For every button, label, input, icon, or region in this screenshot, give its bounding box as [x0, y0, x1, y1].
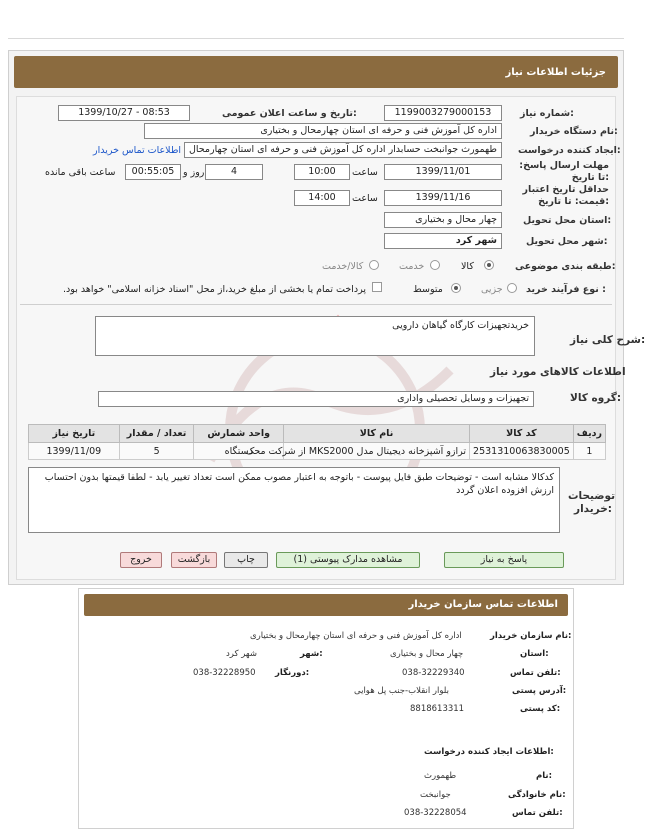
creator-phone-label: تلفن تماس:: [512, 808, 563, 818]
table-row[interactable]: [29, 443, 606, 460]
remaining-label: ساعت باقی مانده: [45, 167, 116, 178]
buyer-notes-textarea: [28, 467, 560, 533]
buyer-org-field: اداره کل آموزش فنی و حرفه ای استان چهارمحال و بختیاری: [144, 123, 502, 139]
city-label: شهر محل تحویل:: [526, 236, 608, 247]
need-number-label: شماره نیاز:: [520, 108, 574, 119]
category-service-label: خدمت: [399, 261, 425, 272]
validity-date-field: 1399/11/16: [384, 190, 502, 206]
category-both-label: کالا/خدمت: [322, 261, 364, 272]
print-button[interactable]: چاپ: [224, 552, 268, 568]
deadline-time-field: 10:00: [294, 164, 350, 180]
contact-fax: 038-32228950: [193, 668, 256, 678]
validity-label: حداقل تاریخ اعتبار قیمت: تا تاریخ:: [522, 184, 609, 207]
contact-phone: 038-32229340: [402, 668, 465, 678]
buyer-notes-text: کدکالا مشابه است - توضیحات طبق فایل پیوست - باتوجه به اعتبار مصوب ممکن است تعداد تغییر یابد - لطفا قیمتها بدون احتساب ارزش افزوده اعلان گردد: [44, 472, 554, 496]
summary-text: خریدتجهیزات کارگاه گیاهان دارویی: [392, 320, 529, 331]
cell-row: 1: [573, 443, 605, 460]
top-divider: [8, 38, 624, 39]
contact-address: بلوار انقلاب-جنب پل هوایی: [354, 686, 449, 696]
category-service-radio[interactable]: [430, 260, 440, 270]
contact-province-label: استان:: [520, 649, 549, 659]
contact-org: اداره کل آموزش فنی و حرفه ای استان چهارمحال و بختیاری: [250, 631, 462, 641]
creator-family-label: نام خانوادگی:: [508, 790, 566, 800]
contact-org-label: نام سازمان خریدار:: [490, 631, 572, 641]
creator-family: جوانبخت: [420, 790, 451, 800]
contact-postal: 8818613311: [410, 704, 465, 714]
goods-group-field: تجهیزات و وسایل تحصیلی واداری: [98, 391, 534, 407]
goods-info-title: اطلاعات کالاهای مورد نیاز: [490, 366, 626, 378]
treasury-checkbox[interactable]: [372, 282, 382, 292]
category-both-radio[interactable]: [369, 260, 379, 270]
col-quantity: تعداد / مقدار: [119, 425, 194, 443]
contact-city-label: شهر:: [300, 649, 323, 659]
deadline-label: مهلت ارسال پاسخ: تا تاریخ:: [519, 160, 609, 183]
col-date: تاریخ نیاز: [29, 425, 120, 443]
creator-name: طهمورث: [424, 771, 457, 781]
validity-time-field: 14:00: [294, 190, 350, 206]
reply-button[interactable]: پاسخ به نیاز: [444, 552, 564, 568]
cell-date: 1399/11/09: [29, 443, 120, 460]
category-goods-label: کالا: [461, 261, 474, 272]
summary-label: شرح کلی نیاز:: [570, 334, 645, 346]
items-table: [28, 424, 606, 460]
days-field: 4: [205, 164, 263, 180]
category-goods-radio[interactable]: [484, 260, 494, 270]
category-label: طبقه بندی موضوعی:: [515, 261, 616, 272]
province-label: استان محل تحویل:: [523, 215, 612, 226]
city-field: شهر کرد: [384, 233, 502, 249]
payment-note: پرداخت تمام یا بخشی از مبلغ خرید،از محل "اسناد خزانه اسلامی" خواهد بود.: [63, 284, 366, 295]
creator-field: طهمورث جوانبخت حسابدار اداره کل آموزش فنی و حرفه ای استان چهارمحال: [184, 142, 502, 158]
exit-button[interactable]: خروج: [120, 552, 162, 568]
process-medium-radio[interactable]: [451, 283, 461, 293]
contact-phone-label: تلفن تماس:: [510, 668, 561, 678]
contact-title: اطلاعات تماس سازمان خریدار: [84, 594, 568, 616]
buyer-contact-link[interactable]: اطلاعات تماس خریدار: [93, 145, 182, 156]
creator-name-label: نام:: [536, 771, 553, 781]
col-unit: واحد شمارش: [194, 425, 284, 443]
creator-phone: 038-32228054: [404, 808, 467, 818]
creator-info-title: اطلاعات ایجاد کننده درخواست:: [424, 747, 554, 757]
page-title: جزئیات اطلاعات نیاز: [14, 56, 618, 88]
cell-unit: دستگاه: [194, 443, 284, 460]
contact-fax-label: دورنگار:: [275, 668, 310, 678]
section-divider: [20, 304, 612, 305]
table-header-row: [29, 425, 606, 443]
process-medium-label: متوسط: [413, 284, 443, 295]
col-code: کد کالا: [470, 425, 574, 443]
contact-postal-label: کد پستی:: [520, 704, 561, 714]
cell-quantity: 5: [119, 443, 194, 460]
cell-code: 2531310063830005: [470, 443, 574, 460]
col-row: ردیف: [573, 425, 605, 443]
process-label: نوع فرآیند خرید :: [526, 284, 606, 295]
remaining-time-field: 00:55:05: [125, 164, 181, 180]
deadline-date-field: 1399/11/01: [384, 164, 502, 180]
process-small-label: جزیی: [481, 284, 503, 295]
contact-city: شهر کرد: [226, 649, 257, 659]
province-field: چهار محال و بختیاری: [384, 212, 502, 228]
buyer-org-label: نام دستگاه خریدار:: [530, 126, 618, 137]
process-small-radio[interactable]: [507, 283, 517, 293]
announce-field: 1399/10/27 - 08:53: [58, 105, 190, 121]
buyer-notes-label: توضیحات خریدار:: [568, 490, 616, 515]
need-number-field: 1199003279000153: [384, 105, 502, 121]
goods-group-label: گروه کالا:: [570, 392, 622, 404]
contact-panel: [78, 588, 574, 829]
cell-name: ترازو آشپزخانه دیجیتال مدل MKS2000 از شرکت محک: [284, 443, 470, 460]
attachments-button[interactable]: مشاهده مدارک پیوستی (1): [276, 552, 420, 568]
days-label: روز و: [183, 167, 205, 178]
deadline-time-label: ساعت: [352, 167, 378, 178]
contact-address-label: آدرس پستی:: [512, 686, 567, 696]
announce-label: تاریخ و ساعت اعلان عمومی:: [222, 108, 357, 119]
summary-textarea: [95, 316, 535, 356]
validity-time-label: ساعت: [352, 193, 378, 204]
creator-label: ایجاد کننده درخواست:: [518, 145, 621, 156]
back-button[interactable]: بازگشت: [171, 552, 217, 568]
contact-province: چهار محال و بختیاری: [390, 649, 464, 659]
col-name: نام کالا: [284, 425, 470, 443]
